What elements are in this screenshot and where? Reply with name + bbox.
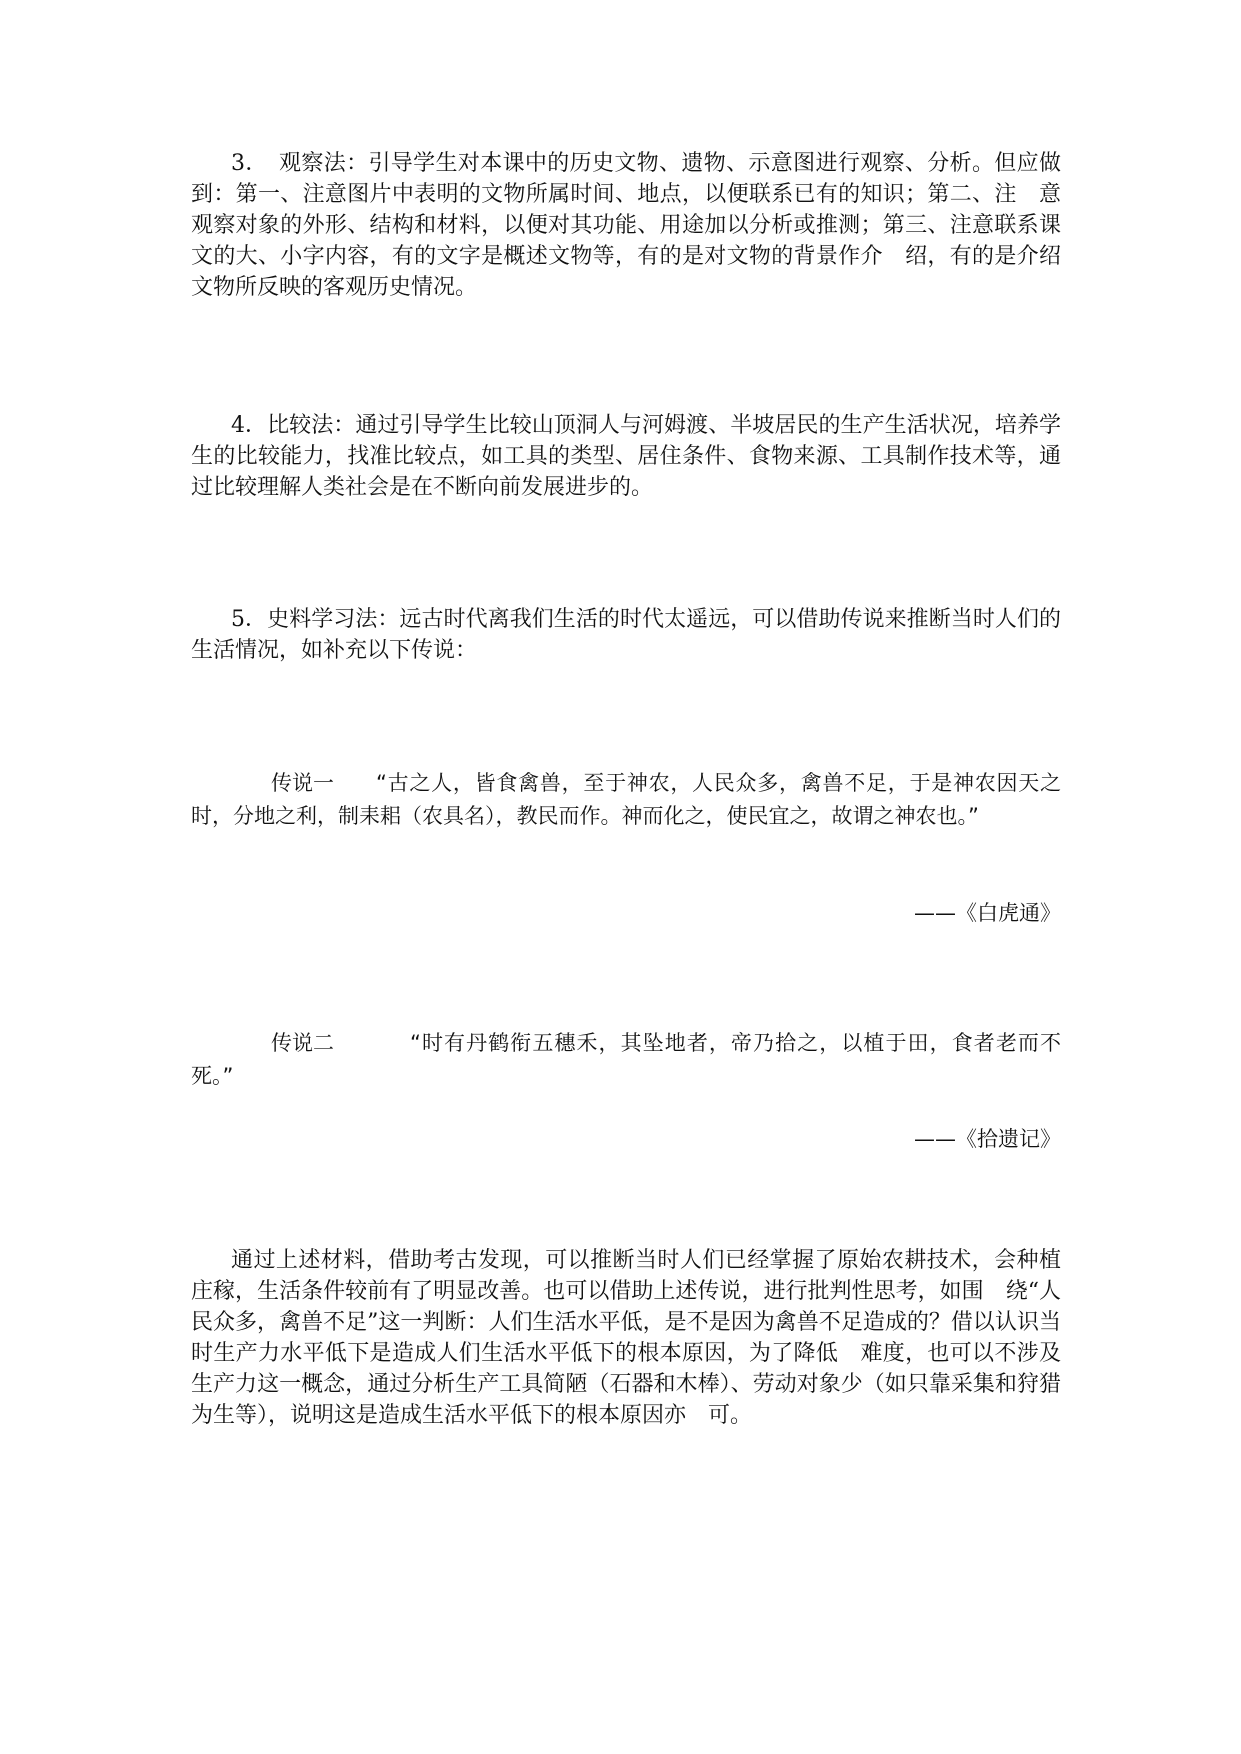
legend-one-label: 传说一 — [271, 771, 334, 795]
paragraph-conclusion: 通过上述材料，借助考古发现，可以推断当时人们已经掌握了原始农耕技术，会种植庄稼，生活条件较前有了明显改善。也可以借助上述传说，进行批判性思考，如围 绕“人民众多，禽兽不足”这一判断：人们生活水平低，是不是因为禽兽不足造成的？借以认识当时生产力水平低下是造成人们生活水平低下的根本原因，为了降低 难度，也可以不涉及生产力这一概念，通过分析生产工具简陋（石器和木棒）、劳动对象少（如只靠采集和狩猎为生等），说明这是造成生活水平低下的根本原因亦 可。 — [191, 1248, 1061, 1428]
legend-one-source: ——《白虎通》 — [914, 901, 1061, 925]
legend-two-text: “时有丹鹤衔五穗禾，其坠地者，帝乃拾之，以植于田，食者老而不死。” — [191, 1031, 1061, 1088]
legend-one — [191, 767, 1061, 833]
legend-two-label: 传说二 — [271, 1031, 334, 1055]
legend-one-text: “古之人，皆食禽兽，至于神农，人民众多，禽兽不足，于是神农因天之时，分地之利，制耒耜（农具名），教民而作。神而化之，使民宜之，故谓之神农也。” — [191, 771, 1061, 828]
legend-two-source: ——《拾遗记》 — [914, 1127, 1061, 1151]
paragraph-observation-method: 3． 观察法：引导学生对本课中的历史文物、遗物、示意图进行观察、分析。但应做到：第一、注意图片中表明的文物所属时间、地点，以便联系已有的知识；第二、注 意观察对象的外形、结构和材料，以便对其功能、用途加以分析或推测；第三、注意联系课文的大、小字内容，有的文字是概述文物等，有的是对文物的背景作介 绍，有的是介绍文物所反映的客观历史情况。 — [191, 151, 1061, 300]
legend-two — [191, 1027, 1061, 1093]
paragraph-historical-material-method: 5．史料学习法：远古时代离我们生活的时代太遥远，可以借助传说来推断当时人们的生活情况，如补充以下传说： — [191, 607, 1061, 663]
paragraph-comparison-method: 4．比较法：通过引导学生比较山顶洞人与河姆渡、半坡居民的生产生活状况，培养学生的比较能力，找准比较点，如工具的类型、居住条件、食物来源、工具制作技术等，通过比较理解人类社会是在不断向前发展进步的。 — [191, 413, 1061, 500]
